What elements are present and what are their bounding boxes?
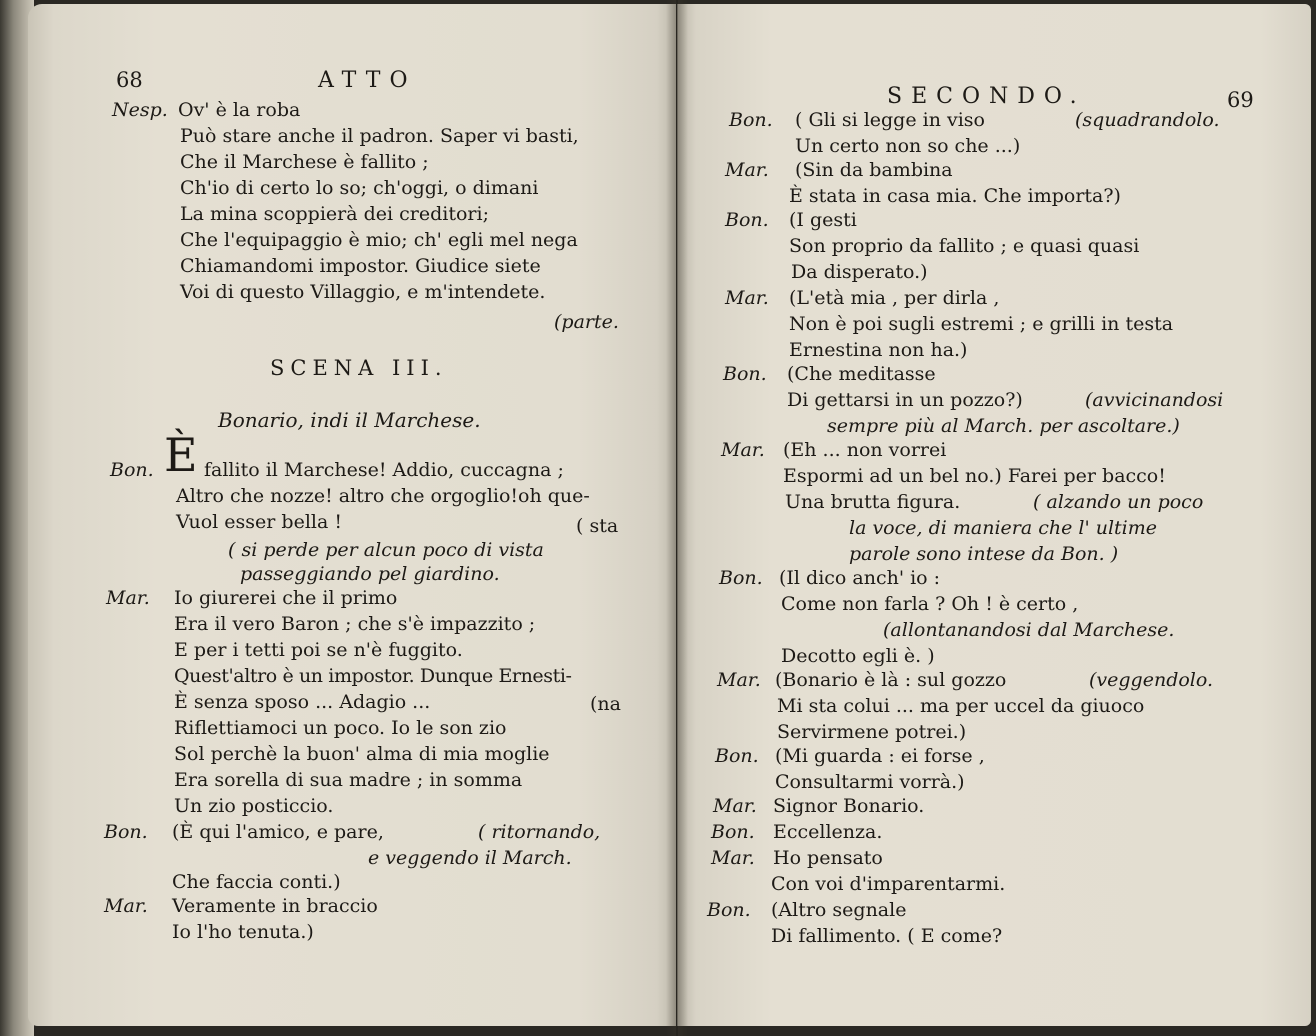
stage-direction: ( sta [576, 515, 619, 537]
speaker: Nesp. [112, 99, 168, 121]
speaker: Bon. [110, 459, 154, 481]
stage-direction: (na [590, 693, 621, 715]
speaker: Bon. [723, 363, 767, 385]
verse-line: Un zio posticcio. [174, 795, 334, 817]
verse-line: Riflettiamoci un poco. Io le son zio [174, 717, 507, 739]
verse-line: (È qui l'amico, e pare, [172, 821, 384, 843]
drop-cap: È [164, 428, 198, 482]
verse-line: Di fallimento. ( E come? [771, 925, 1003, 947]
speaker: Bon. [725, 209, 769, 231]
verse-line: (I gesti [789, 209, 857, 231]
right-page [677, 4, 1311, 1026]
verse-line: Non è poi sugli estremi ; e grilli in testa [789, 313, 1174, 335]
verse-line: Da disperato.) [791, 261, 928, 283]
verse-line: Servirmene potrei.) [777, 721, 967, 743]
stage-direction: (veggendolo. [1089, 669, 1214, 691]
verse-line: Vuol esser bella ! [176, 511, 342, 533]
verse-line: È stata in casa mia. Che importa?) [789, 185, 1121, 207]
speaker: Mar. [717, 669, 761, 691]
verse-line: (Sin da bambina [795, 159, 953, 181]
verse-line: Come non farla ? Oh ! è certo , [781, 593, 1079, 615]
verse-line: E per i tetti poi se n'è fuggito. [174, 639, 463, 661]
verse-line: Che faccia conti.) [172, 871, 341, 893]
verse-line: Consultarmi vorrà.) [775, 771, 965, 793]
verse-line: Espormi ad un bel no.) Farei per bacco! [783, 465, 1166, 487]
scene-characters: Bonario, indi il Marchese. [218, 408, 481, 432]
verse-line: (Eh ... non vorrei [783, 439, 947, 461]
verse-line: Una brutta figura. [785, 491, 961, 513]
verse-line: (L'età mia , per dirla , [789, 287, 1000, 309]
speaker: Bon. [729, 109, 773, 131]
verse-line: Veramente in braccio [172, 895, 378, 917]
speaker: Bon. [707, 899, 751, 921]
verse-line: Ch'io di certo lo so; ch'oggi, o dimani [180, 177, 539, 199]
speaker: Mar. [725, 287, 769, 309]
verse-line: Un certo non so che ...) [795, 135, 1021, 157]
stage-direction: parole sono intese da Bon. ) [849, 543, 1119, 565]
verse-line: La mina scoppierà dei creditori; [180, 203, 489, 225]
verse-line: Con voi d'imparentarmi. [771, 873, 1006, 895]
book-gutter [666, 0, 688, 1036]
verse-line: (Il dico anch' io : [779, 567, 941, 589]
page-number: 69 [1227, 88, 1254, 112]
verse-line: (Bonario è là : sul gozzo [775, 669, 1007, 691]
verse-line: Di gettarsi in un pozzo?) [787, 389, 1023, 411]
verse-line: È senza sposo ... Adagio ... [174, 691, 431, 713]
stage-direction: e veggendo il March. [368, 847, 572, 869]
speaker: Mar. [104, 895, 148, 917]
stage-direction: sempre più al March. per ascoltare.) [827, 415, 1180, 437]
speaker: Mar. [721, 439, 765, 461]
scene-title: SCENA III. [270, 356, 448, 380]
stage-direction: ( alzando un poco [1033, 491, 1204, 513]
verse-line: Signor Bonario. [773, 795, 925, 817]
verse-line: (Altro segnale [771, 899, 907, 921]
verse-line: Era il vero Baron ; che s'è impazzito ; [174, 613, 536, 635]
speaker: Mar. [711, 847, 755, 869]
verse-line: Ho pensato [773, 847, 883, 869]
speaker: Mar. [106, 587, 150, 609]
verse-line: Mi sta colui ... ma per uccel da giuoco [777, 695, 1145, 717]
verse-line: Ov' è la roba [178, 99, 301, 121]
verse-line: Può stare anche il padron. Saper vi basti, [180, 125, 579, 147]
stage-direction: (squadrandolo. [1075, 109, 1220, 131]
stage-direction: (parte. [554, 311, 619, 333]
verse-line: Son proprio da fallito ; e quasi quasi [789, 235, 1140, 257]
verse-line: Era sorella di sua madre ; in somma [174, 769, 523, 791]
verse-line: Quest'altro è un impostor. Dunque Ernesti- [174, 665, 572, 687]
verse-line: (Mi guarda : ei forse , [775, 745, 985, 767]
verse-line: Eccellenza. [773, 821, 883, 843]
verse-line: Chiamandomi impostor. Giudice siete [180, 255, 541, 277]
verse-line: Io giurerei che il primo [174, 587, 398, 609]
speaker: Mar. [725, 159, 769, 181]
verse-line: Altro che nozze! altro che orgoglio!oh que- [176, 485, 590, 507]
verse-line: Che l'equipaggio è mio; ch' egli mel nega [180, 229, 578, 251]
stage-direction: passeggiando pel giardino. [240, 563, 500, 585]
verse-line: Decotto egli è. ) [781, 645, 935, 667]
stage-direction: (allontanandosi dal Marchese. [883, 619, 1175, 641]
speaker: Bon. [104, 821, 148, 843]
left-page [28, 4, 676, 1026]
speaker: Bon. [719, 567, 763, 589]
verse-line: Sol perchè la buon' alma di mia moglie [174, 743, 550, 765]
verse-line: Ernestina non ha.) [789, 339, 968, 361]
running-head: ATTO [318, 68, 417, 93]
verse-line: fallito il Marchese! Addio, cuccagna ; [204, 459, 564, 481]
verse-line: Che il Marchese è fallito ; [180, 151, 429, 173]
stage-direction: ( si perde per alcun poco di vista [228, 539, 544, 561]
speaker: Bon. [711, 821, 755, 843]
running-head: SECONDO. [887, 84, 1086, 109]
stage-direction: (avvicinandosi [1085, 389, 1224, 411]
stage-direction: la voce, di maniera che l' ultime [849, 517, 1157, 539]
verse-line: ( Gli si legge in viso [795, 109, 985, 131]
speaker: Bon. [715, 745, 759, 767]
verse-line: (Che meditasse [787, 363, 936, 385]
stage-direction: ( ritornando, [478, 821, 601, 843]
speaker: Mar. [713, 795, 757, 817]
verse-line: Voi di questo Villaggio, e m'intendete. [180, 281, 546, 303]
page-number: 68 [116, 68, 143, 92]
verse-line: Io l'ho tenuta.) [172, 921, 314, 943]
